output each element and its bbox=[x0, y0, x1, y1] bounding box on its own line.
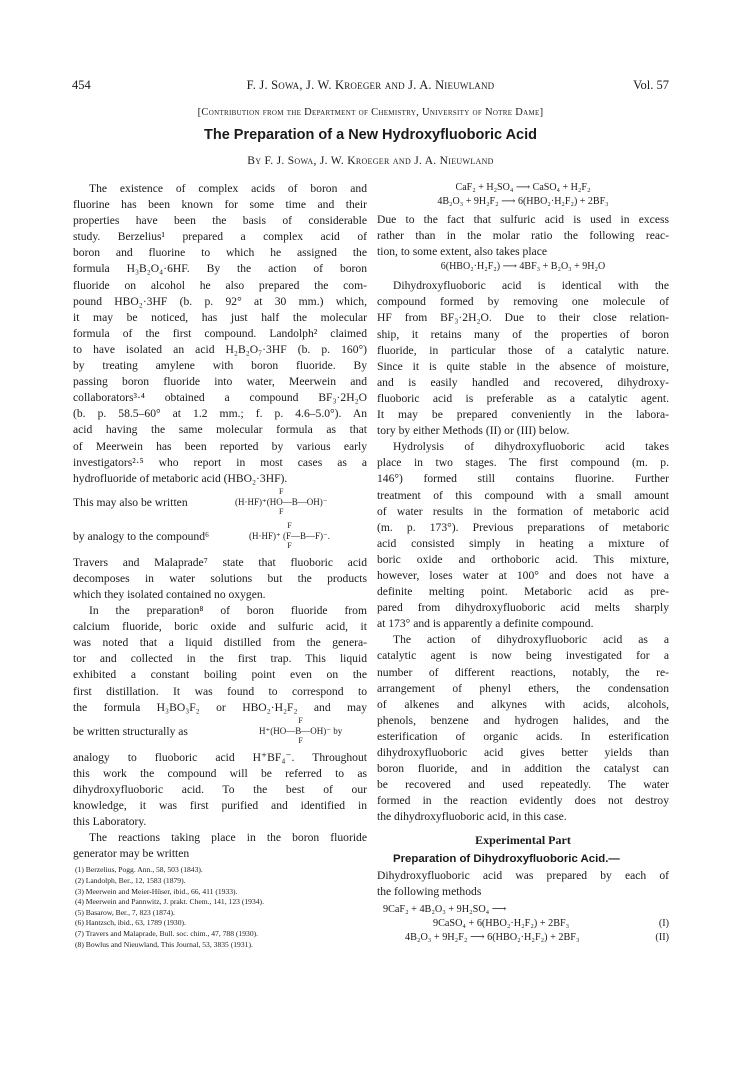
footnote: (6) Hantzsch, ibid., 63, 1789 (1930). bbox=[75, 918, 186, 928]
formula-structure bbox=[259, 716, 342, 746]
text-line: This may also be written bbox=[73, 495, 188, 509]
equation: 4B₂O₃ + 9H₂F₂ ⟶ 6(HBO₂·H₂F₂) + 2BF₃ bbox=[437, 196, 609, 207]
structural-formula-2 bbox=[73, 521, 367, 555]
text-line: The existence of complex acids of boron and bbox=[89, 182, 367, 195]
text-line: by analogy to the compound⁶ bbox=[73, 529, 210, 543]
footnote: (5) Basarow, Ber., 7, 823 (1874). bbox=[75, 907, 175, 917]
text-line: this work the compound will be referred to as bbox=[73, 766, 367, 780]
text-line: Travers and Malaprade⁷ state that fluoboric acid bbox=[73, 555, 367, 569]
text-line: of water results in the formation of metaboric acid bbox=[377, 504, 669, 518]
text-line: formula H₃B₂O₄·6HF. By the action of boron bbox=[73, 262, 367, 276]
text-line: compound formed by removing one molecule of bbox=[377, 295, 669, 309]
paragraph bbox=[377, 212, 669, 260]
text-line: Dihydroxyfluoboric acid was prepared by each of bbox=[377, 868, 669, 882]
structural-formula-3 bbox=[73, 716, 367, 750]
text-line: at 173° and is apparently a definite compound. bbox=[377, 617, 594, 631]
text-line: calcium fluoride, boric oxide and sulfuric acid, it bbox=[73, 620, 367, 634]
text-line: arrangement of phenyl ethers, the condensation bbox=[377, 681, 669, 695]
text-line: collaborators³·⁴ obtained a compound BF₃·2H₂O bbox=[73, 391, 367, 405]
text-line: tion, to some extent, also takes place bbox=[377, 245, 547, 259]
text-line: The action of dihydroxyfluoboric acid as a bbox=[393, 633, 669, 647]
equation-text: 9CaSO₄ + 6(HBO₂·H₂F₂) + 2BF₃ bbox=[433, 917, 570, 929]
text-line: It may be prepared conveniently in the labora- bbox=[377, 408, 669, 422]
subsection-heading bbox=[377, 851, 669, 867]
equation-I-continued bbox=[377, 917, 669, 931]
text-line: Due to the fact that sulfuric acid is used in excess bbox=[377, 213, 669, 226]
running-head bbox=[72, 78, 669, 94]
text-line: definite melting point. Metaboric acid as pre- bbox=[377, 585, 669, 599]
text-line: the formula H₃BO₃F₂ or HBO₂·H₂F₂ and may bbox=[73, 700, 367, 714]
formula-substituent: F bbox=[298, 715, 303, 725]
formula-substituent: F bbox=[298, 735, 303, 745]
equation-text: 9CaF₂ + 4B₂O₃ + 9H₂SO₄ ⟶ bbox=[383, 903, 507, 915]
text-line: first distillation. It was found to correspond to bbox=[73, 684, 367, 698]
text-line: HF from BF₃·2H₂O. Due to their close relation- bbox=[377, 311, 669, 325]
text-line: properties have been the basis of considerable bbox=[73, 214, 367, 228]
equation-I bbox=[377, 903, 669, 917]
text-line: knowledge, it was first purified and identified in bbox=[73, 799, 367, 812]
text-line: fluoride on alcohol he also prepared the com- bbox=[73, 278, 367, 292]
text-line: the dihydroxyfluoboric acid, in this case. bbox=[377, 810, 567, 824]
right-column bbox=[377, 181, 669, 945]
footnote: (2) Landolph, Ber., 12, 1583 (1879). bbox=[75, 875, 186, 885]
subsection-title: Preparation of Dihydroxyfluoboric Acid.— bbox=[393, 853, 620, 866]
text-line: boric oxide and orthoboric acid. This mixture, bbox=[377, 552, 669, 566]
left-column bbox=[73, 181, 367, 950]
equation: 6(HBO₂·H₂F₂) ⟶ 4BF₃ + B₂O₃ + 9H₂O bbox=[440, 261, 606, 273]
text-line: investigators²·⁵ who report in most cases as a bbox=[73, 455, 367, 469]
formula-structure bbox=[235, 487, 328, 517]
text-line: boron fluoride, and in addition the catalyst can bbox=[377, 762, 669, 776]
text-line: pared from dihydroxyfluoboric acid melts sharply bbox=[377, 601, 669, 615]
text-line: number of different reactions, notably, the re- bbox=[377, 665, 669, 679]
formula-substituent: F bbox=[279, 486, 284, 496]
text-line: phenols, benzene and hydrogen halides, and the bbox=[377, 713, 669, 727]
text-line: acid consisted simply in heating a mixture of bbox=[377, 536, 669, 550]
equation-II bbox=[377, 931, 669, 945]
paragraph bbox=[377, 278, 669, 439]
text-line: formed in the reaction evidently does not destroy bbox=[377, 794, 669, 808]
footnote: (4) Meerwein and Pannwitz, J. prakt. Chem., 141, 123 (1934). bbox=[75, 897, 264, 907]
equation-number: (II) bbox=[655, 931, 669, 943]
text-line: ship, it retains many of the properties of boron bbox=[377, 327, 669, 341]
equation: CaF₂ + H₂SO₄ ⟶ CaSO₄ + H₂F₂ bbox=[455, 182, 591, 193]
text-line: study. Berzelius¹ prepared a complex acid of bbox=[73, 230, 367, 244]
text-line: dihydroxyfluoboric acid gives better yields than bbox=[377, 746, 669, 759]
footnotes bbox=[73, 865, 367, 950]
text-line: however, loses water at 100° and does not have a bbox=[377, 568, 669, 582]
contribution-note: [Contribution from the Department of Chemistry, University of Notre Dame] bbox=[197, 107, 544, 118]
formula-substituent: F bbox=[287, 520, 292, 530]
text-line: was noted that a liquid distilled from the genera- bbox=[73, 636, 367, 650]
text-line: acid having the same molecular formula as that bbox=[73, 423, 367, 437]
text-line: pound HBO₂·3HF (b. p. 92° at 30 mm.) which, bbox=[73, 294, 367, 308]
text-line: this Laboratory. bbox=[73, 815, 147, 829]
text-line: The reactions taking place in the boron fluoride bbox=[89, 831, 367, 845]
text-line: boron and fluorine to which he assigned the bbox=[73, 246, 367, 260]
text-line: Dihydroxyfluoboric acid is identical with the bbox=[393, 279, 669, 293]
paragraph bbox=[73, 750, 367, 830]
paragraph bbox=[73, 603, 367, 716]
text-line: be recovered and used repeatedly. The water bbox=[377, 778, 669, 792]
text-line: generator may be written bbox=[73, 847, 190, 861]
text-line: (m. p. 173°). Previous preparations of metaboric bbox=[377, 520, 669, 534]
text-line: be written structurally as bbox=[73, 724, 188, 738]
text-line: to have isolated an acid H₂B₂O₇·3HF (b. p. 160°) bbox=[73, 342, 367, 356]
structural-formula-1 bbox=[73, 487, 367, 521]
formula-core: H⁺(HO—B—OH)⁻ by bbox=[259, 725, 343, 736]
paragraph bbox=[377, 439, 669, 632]
equation-text: 4B₂O₃ + 9H₂F₂ ⟶ 6(HBO₂·H₂F₂) + 2BF₃ bbox=[405, 931, 580, 943]
text-line: tory by either Methods (II) or (III) below. bbox=[377, 424, 570, 438]
formula-core: (H·HF)⁺ (F—B—F)⁻. bbox=[249, 530, 331, 541]
text-line: fluoboric acid is preferable as a catalytic agent. bbox=[377, 391, 669, 405]
text-line: it may be noticed, has just half the molecular bbox=[73, 310, 367, 324]
formula-core: (H·HF)⁺(HO—B—OH)⁻ bbox=[235, 496, 328, 507]
section-heading: Experimental Part bbox=[475, 833, 571, 848]
text-line: Since it is quite stable in the absence of moisture, bbox=[377, 359, 669, 373]
text-line: catalytic agent is now being investigated for a bbox=[377, 649, 669, 663]
text-line: which they isolated contained no oxygen. bbox=[73, 587, 266, 601]
text-line: decomposes in water solutions but the products bbox=[73, 571, 367, 585]
text-line: formula of the first compound. Landolph² claimed bbox=[73, 326, 367, 340]
running-head-authors: F. J. Sowa, J. W. Kroeger and J. A. Nieuwland bbox=[246, 78, 495, 92]
volume-label: Vol. 57 bbox=[633, 78, 669, 92]
text-line: (b. p. 58.5–60° at 1.2 mm.; f. p. 4.6–5.0°). An bbox=[73, 407, 367, 421]
text-line: the following methods bbox=[377, 884, 482, 898]
footnote: (3) Meerwein and Meier-Hüser, ibid., 66, 411 (1933). bbox=[75, 886, 238, 896]
text-line: rather than in the molar ratio the following reac- bbox=[377, 229, 669, 243]
equation-number: (I) bbox=[658, 917, 669, 929]
text-line: and is easily handled and recovered, dihydroxy- bbox=[377, 375, 669, 389]
text-line: fluorine has been known for some time and their bbox=[73, 198, 367, 212]
text-line: Hydrolysis of dihydroxyfluoboric acid takes bbox=[393, 440, 669, 454]
text-line: fluoride, in particular those of a catalytic nature. bbox=[377, 343, 669, 357]
formula-substituent: F bbox=[287, 540, 292, 550]
text-line: analogy to fluoboric acid H⁺BF₄⁻. Throughout bbox=[73, 750, 367, 764]
page-number: 454 bbox=[72, 78, 91, 92]
paragraph bbox=[377, 868, 669, 900]
paragraph bbox=[73, 181, 367, 487]
text-line: 146°) formed still contains fluorine. Further bbox=[377, 472, 669, 486]
text-line: passing boron fluoride into water, Meerwein and bbox=[73, 375, 367, 389]
text-line: exhibited a constant boiling point even on the bbox=[73, 668, 367, 682]
article-title: The Preparation of a New Hydroxyfluoboric Acid bbox=[203, 127, 538, 143]
text-line: of Meerwein has been reported by various early bbox=[73, 439, 367, 453]
text-line: treatment of this compound with a small amount bbox=[377, 488, 669, 502]
formula-structure bbox=[249, 521, 330, 551]
text-line: In the preparation⁸ of boron fluoride from bbox=[89, 604, 367, 618]
text-line: place in two stages. The first compound (m. p. bbox=[377, 456, 669, 470]
formula-substituent: F bbox=[279, 506, 284, 516]
paragraph bbox=[377, 632, 669, 825]
footnote: (7) Travers and Malaprade, Bull. soc. chim., 47, 788 (1930). bbox=[75, 928, 259, 938]
footnote: (8) Bowlus and Nieuwland, This Journal, 53, 3835 (1931). bbox=[75, 939, 253, 949]
byline: By F. J. Sowa, J. W. Kroeger and J. A. Nieuwland bbox=[247, 155, 494, 167]
paragraph bbox=[73, 555, 367, 603]
text-line: esterification of organic acids. In esterification bbox=[377, 729, 669, 743]
text-line: dihydroxyfluoboric acid. To the best of our bbox=[73, 782, 367, 796]
text-line: tor and collected in the first trap. This liquid bbox=[73, 652, 367, 666]
text-line: hydrofluoride of metaboric acid (HBO₂·3HF). bbox=[73, 471, 288, 485]
text-line: by treating amylene with boron fluoride. By bbox=[73, 359, 367, 373]
text-line: of alkenes and alkynes with acids, alcohols, bbox=[377, 697, 669, 711]
paragraph bbox=[73, 830, 367, 862]
footnote: (1) Berzelius, Pogg. Ann., 58, 503 (1843). bbox=[75, 865, 203, 875]
